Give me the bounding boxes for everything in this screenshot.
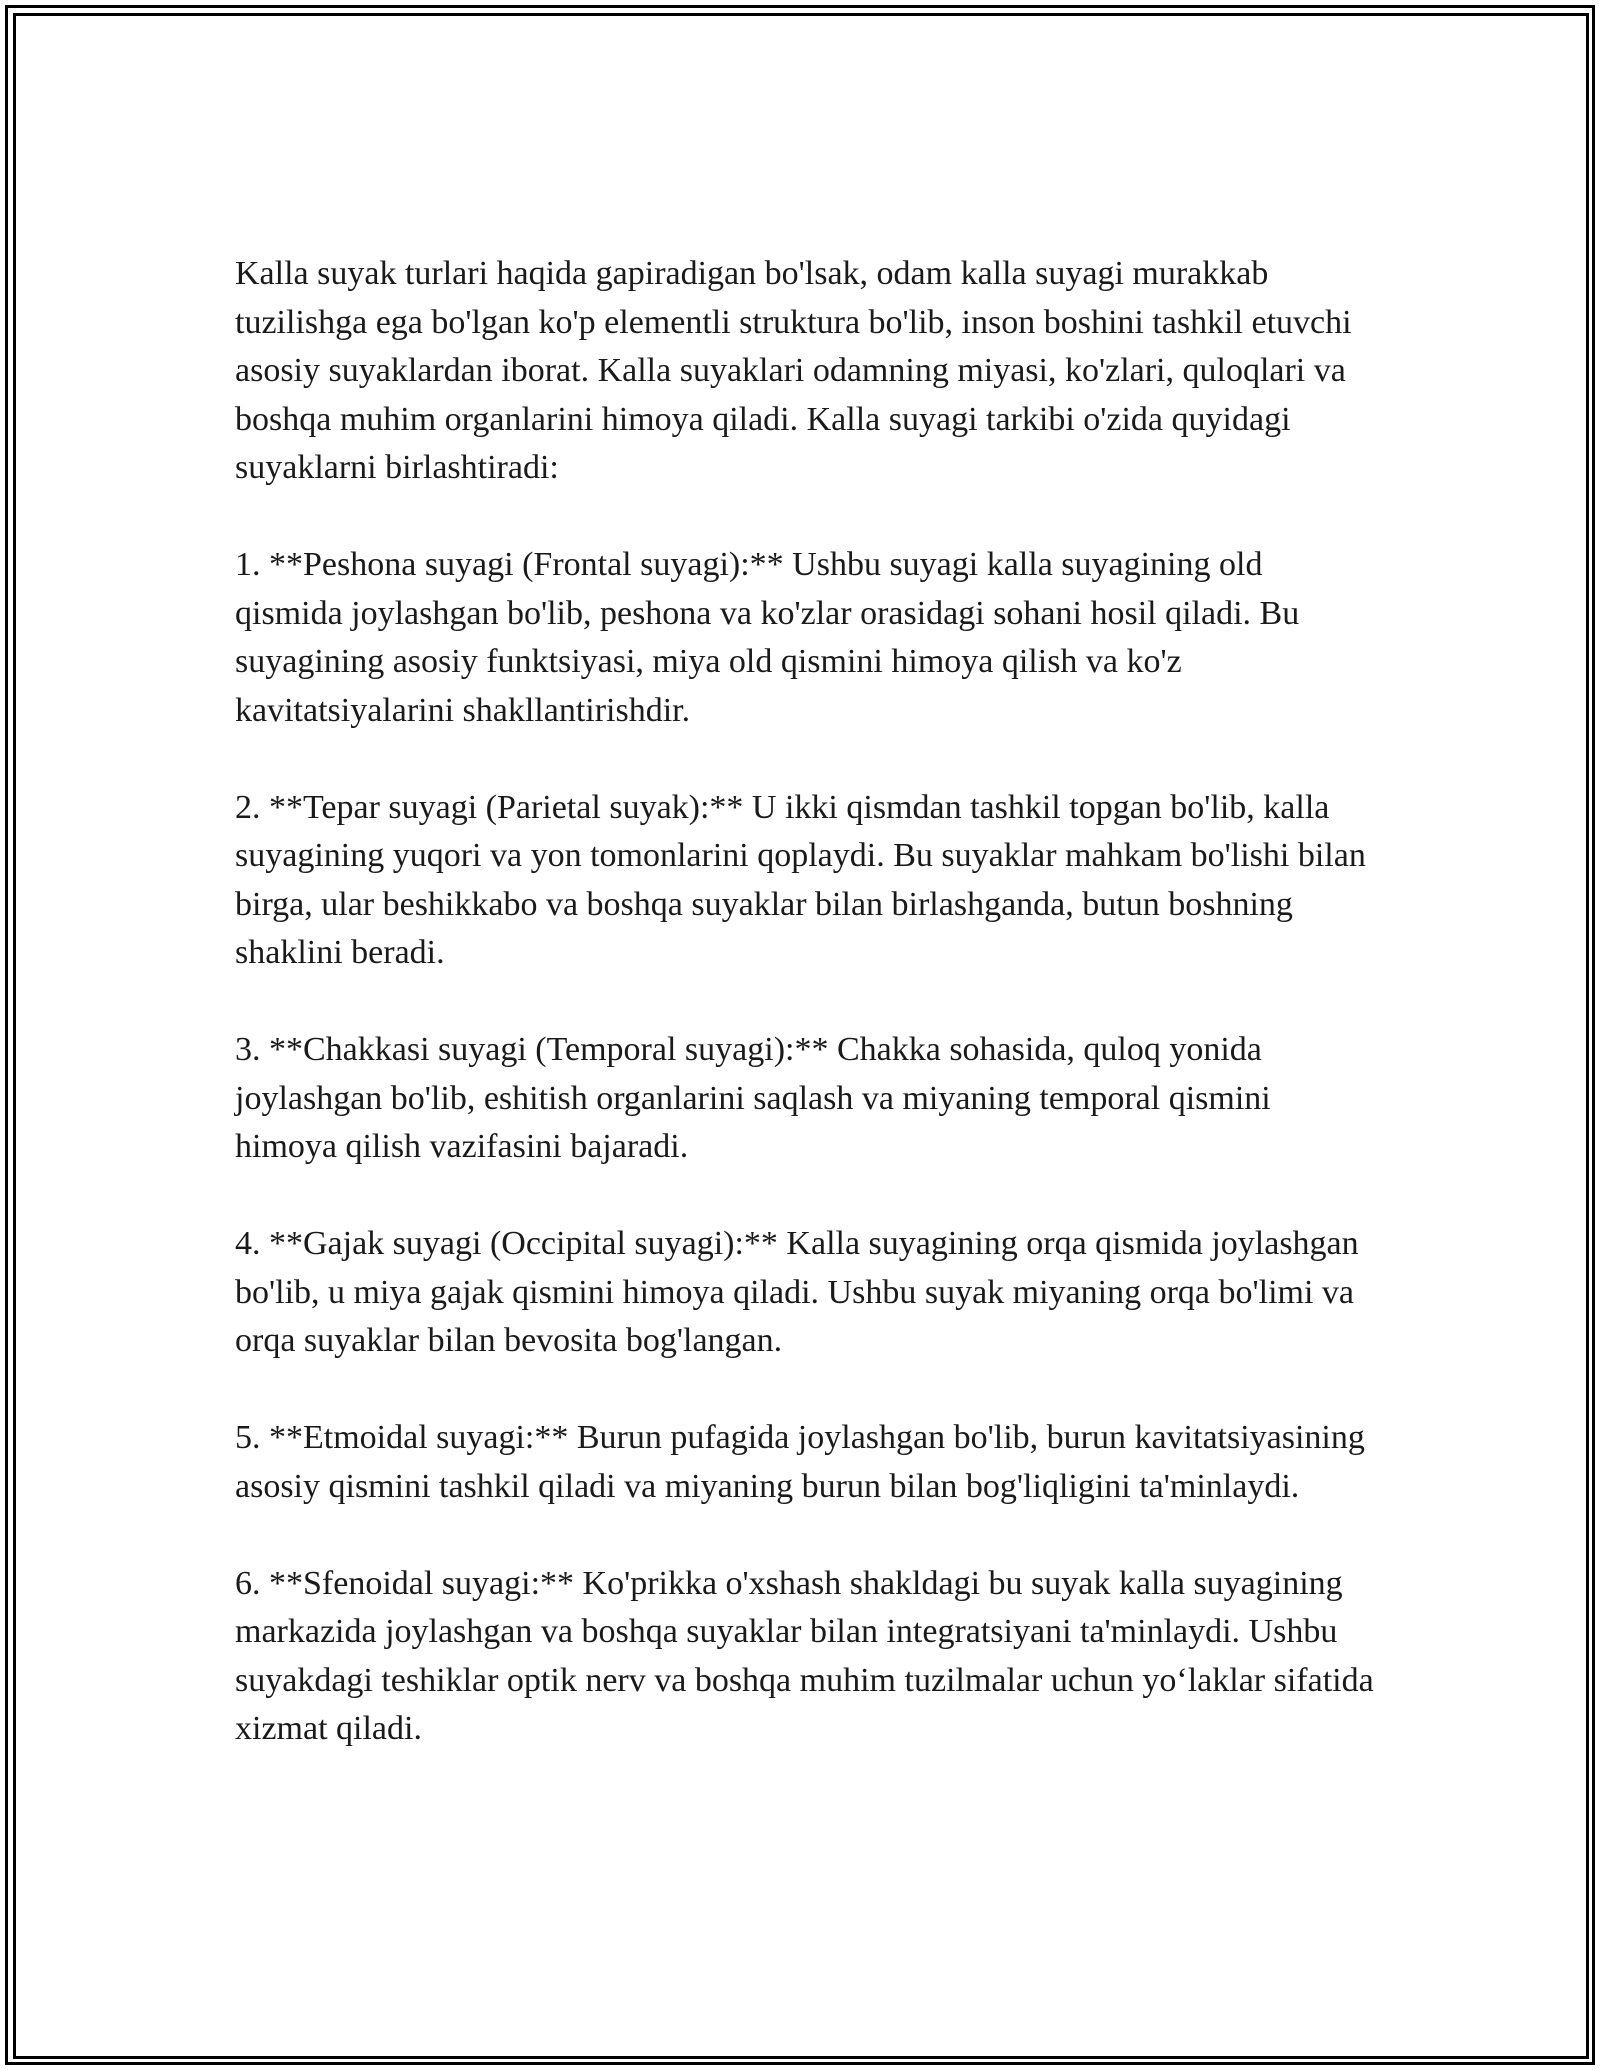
- list-item-parietal-bone: 2. **Tepar suyagi (Parietal suyak):** U ikki qismdan tashkil topgan bo'lib, kalla suyagining yuqori va yon tomonlarini qoplaydi. Bu suyaklar mahkam bo'lishi bilan birga, ular beshikkabo va boshqa suyaklar bilan birlashganda, butun boshning shaklini beradi.: [235, 788, 1375, 971]
- list-item-temporal-bone: 3. **Chakkasi suyagi (Temporal suyagi):** Chakka sohasida, quloq yonida joylashgan bo'lib, eshitish organlarini saqlash va miyaning temporal qismini himoya qilish vazifasini bajaradi.: [235, 1031, 1280, 1165]
- document-body: [235, 250, 1383, 1754]
- list-item-occipital-bone: 4. **Gajak suyagi (Occipital suyagi):** Kalla suyagining orqa qismida joylashgan bo'lib, u miya gajak qismini himoya qiladi. Ushbu suyak miyaning orqa bo'limi va orqa suyaklar bilan bevosita bog'langan.: [235, 1225, 1368, 1359]
- list-item-frontal-bone: 1. **Peshona suyagi (Frontal suyagi):** Ushbu suyagi kalla suyagining old qismida joylashgan bo'lib, peshona va ko'zlar orasidagi sohani hosil qiladi. Bu suyagining asosiy funktsiyasi, miya old qismini himoya qilish va ko'z kavitatsiyalarini shakllantirishdir.: [235, 546, 1308, 729]
- intro-paragraph: Kalla suyak turlari haqida gapiradigan bo'lsak, odam kalla suyagi murakkab tuzilishga ega bo'lgan ko'p elementli struktura bo'lib, inson boshini tashkil etuvchi asosiy suyaklardan iborat. Kalla suyaklari odamning miyasi, ko'zlari, quloqlari va boshqa muhim organlarini himoya qiladi. Kalla suyagi tarkibi o'zida quyidagi suyaklarni birlashtiradi:: [235, 255, 1361, 486]
- list-item-sphenoid-bone: 6. **Sfenoidal suyagi:** Ko'prikka o'xshash shakldagi bu suyak kalla suyagining markazida joylashgan va boshqa suyaklar bilan integratsiyani ta'minlaydi. Ushbu suyakdagi teshiklar optik nerv va boshqa muhim tuzilmalar uchun yo‘laklar sifatida xizmat qiladi.: [235, 1564, 1383, 1747]
- list-item-ethmoid-bone: 5. **Etmoidal suyagi:** Burun pufagida joylashgan bo'lib, burun kavitatsiyasining asosiy qismini tashkil qiladi va miyaning burun bilan bog'liqligini ta'minlaydi.: [235, 1419, 1374, 1505]
